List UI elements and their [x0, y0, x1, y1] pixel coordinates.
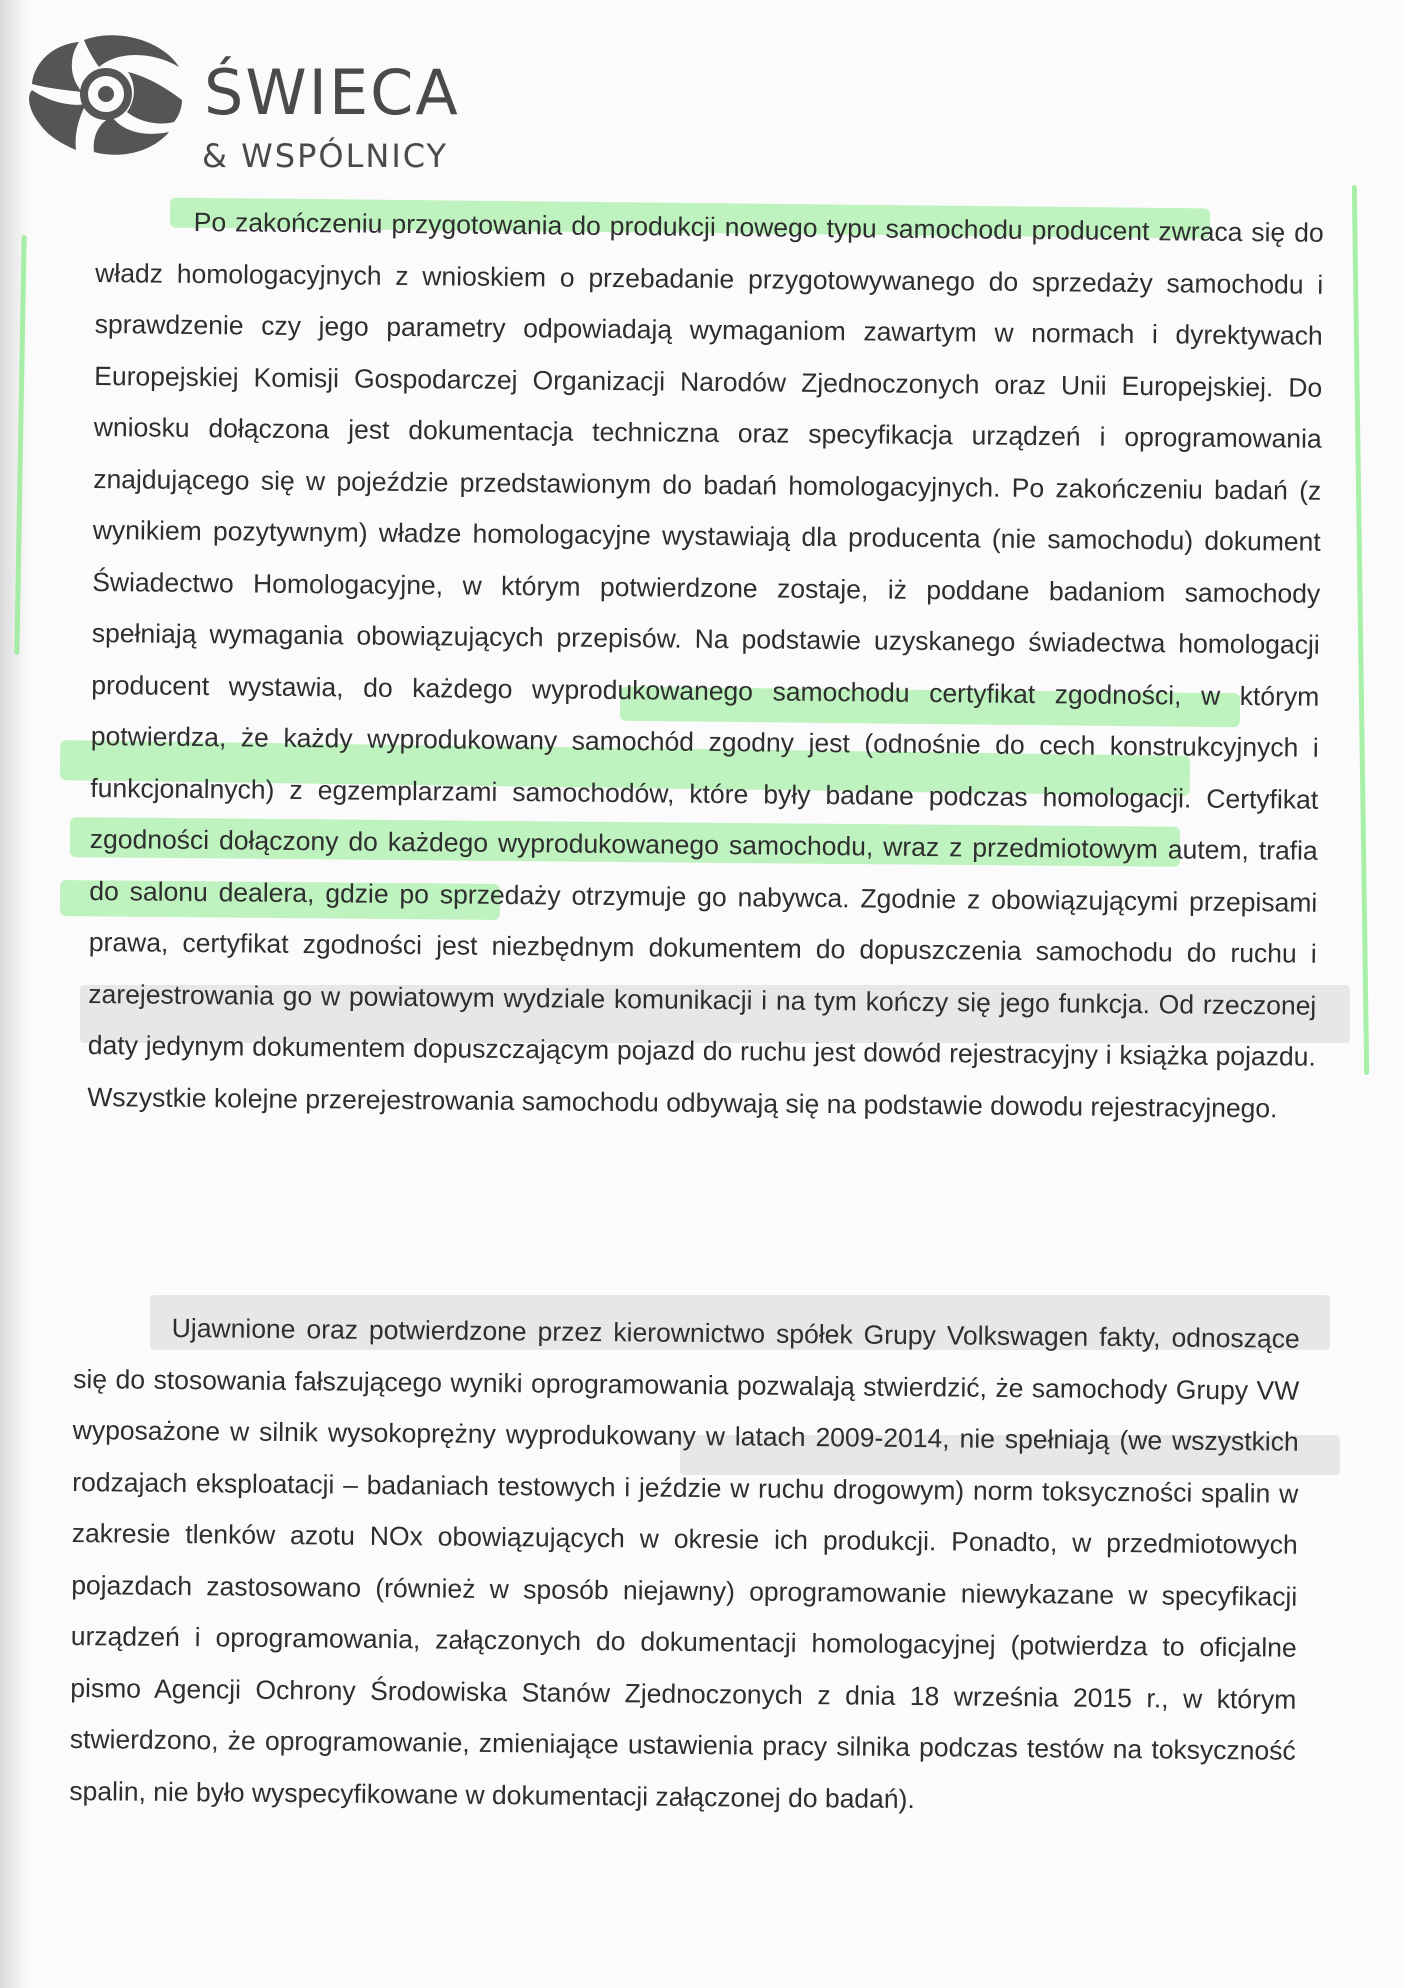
logo-name: ŚWIECA [204, 56, 460, 129]
paragraph-1-text: Po zakończeniu przygotowania do produkcji nowego typu samochodu producent zwraca się do władz homologacyjnych z wnioskiem o przebadanie przygotowywanego do sprzedaży samochodu i sprawdzenie czy jego parametry odpowiadają wymaganiom zawartym w normach i dyrektywach Europejskiej Komisji Gospodarczej Organizacji Narodów Zjednoczonych oraz Unii Europejskiej. Do wniosku dołączona jest dokumentacja techniczna oraz specyfikacja urządzeń i oprogramowania znajdującego się w pojeździe przedstawionym do badań homologacyjnych. Po zakończeniu badań (z wynikiem pozytywnym) władze homologacyjne wystawiają dla producenta (nie samochodu) dokument Świadectwo Homologacyjne, w którym potwierdzone zostaje, iż poddane badaniom samochody spełniają wymagania obowiązujących przepisów. Na podstawie uzyskanego świadectwa homologacji producent wystawia, do każdego wyprodukowanego samochodu certyfikat zgodności, w którym potwierdza, że każdy wyprodukowany samochód zgodny jest (odnośnie do cech konstrukcyjnych i funkcjonalnych) z egzemplarzami samochodów, które były badane podczas homologacji. Certyfikat zgodności dołączony do każdego wyprodukowanego samochodu, wraz z przedmiotowym autem, trafia do salonu dealera, gdzie po sprzedaży otrzymuje go nabywca. Zgodnie z obowiązującymi przepisami prawa, certyfikat zgodności jest niezbędnym dokumentem do dopuszczenia samochodu do ruchu i zarejestrowania go w powiatowym wydziale komunikacji i na tym kończy się jego funkcja. Od rzeczonej daty jedynym dokumentem dopuszczającym pojazd do ruchu jest dowód rejestracyjny i książka pojazdu. Wszystkie kolejne przerejestrowania samochodu odbywają się na podstawie dowodu rejestracyjnego. [87, 206, 1324, 1123]
paragraph-1 [87, 196, 1324, 1135]
highlight-margin-right [1352, 185, 1369, 1075]
paragraph-2-text: Ujawnione oraz potwierdzone przez kierownictwo spółek Grupy Volkswagen fakty, odnoszące się do stosowania fałszującego wyniki oprogramowania pozwalają stwierdzić, że samochody Grupy VW wyposażone w silnik wysokoprężny wyprodukowany w latach 2009-2014, nie spełniają (we wszystkich rodzajach eksploatacji – badaniach testowych i jeździe w ruchu drogowym) norm toksyczności spalin w zakresie tlenków azotu NOx obowiązujących w okresie ich produkcji. Ponadto, w przedmiotowych pojazdach zastosowano (również w sposób niejawny) oprogramowanie niewykazane w specyfikacji urządzeń i oprogramowania, załączonych do dokumentacji homologacyjnej (potwierdza to oficjalne pismo Agencji Ochrony Środowiska Stanów Zjednoczonych z dnia 18 września 2015 r., w którym stwierdzono, że oprogramowanie, zmieniające ustawienia pracy silnika podczas testów na toksyczność spalin, nie było wyspecyfikowane w dokumentacji załączonej do badań). [69, 1312, 1300, 1814]
logo-subtitle: & WSPÓLNICY [202, 137, 449, 175]
company-logo [24, 22, 464, 175]
paragraph-2 [69, 1302, 1300, 1829]
logo-emblem-icon [24, 22, 194, 172]
